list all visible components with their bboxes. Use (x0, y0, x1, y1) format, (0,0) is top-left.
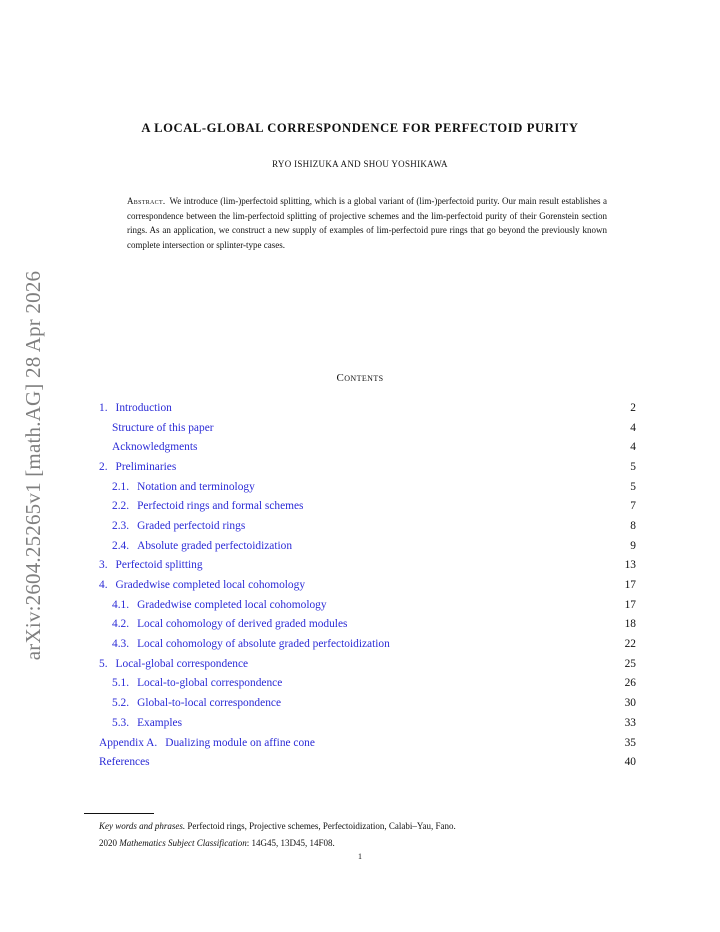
msc-year: 2020 (99, 838, 117, 848)
toc-entry-page: 22 (624, 638, 636, 651)
toc-entry-title: Perfectoid rings and formal schemes (137, 500, 304, 513)
toc-entry-number: 5. (99, 657, 108, 670)
toc-entry-title: Notation and terminology (137, 480, 255, 493)
toc-entry-number: 3. (99, 559, 108, 572)
toc-entry-title: Gradedwise completed local cohomology (137, 598, 327, 611)
toc-entry-page: 5 (630, 480, 636, 493)
toc-entry-page: 33 (624, 716, 636, 729)
arxiv-identifier-stamp (14, 240, 54, 690)
toc-entry-number: 4. (99, 579, 108, 592)
toc-row-structure[interactable] (99, 418, 636, 438)
toc-row-5-3[interactable] (99, 713, 636, 733)
toc-entry-title: Local cohomology of derived graded modules (137, 618, 348, 631)
footnote-rule (84, 813, 154, 814)
toc-entry-title: Perfectoid splitting (115, 559, 203, 572)
toc-entry-page: 9 (630, 539, 636, 552)
toc-entry-title: Introduction (115, 401, 172, 414)
toc-entry-page: 26 (624, 677, 636, 690)
toc-row-2-3[interactable] (99, 516, 636, 536)
toc-entry-title: Global-to-local correspondence (137, 697, 281, 710)
abstract (127, 194, 607, 253)
footnote-msc (99, 838, 639, 848)
toc-entry-page: 5 (630, 460, 636, 473)
toc-entry-page: 18 (624, 618, 636, 631)
msc-codes: : 14G45, 13D45, 14F08. (246, 838, 335, 848)
toc-entry-page: 25 (624, 657, 636, 670)
toc-entry-page: 4 (630, 421, 636, 434)
toc-entry-page: 17 (624, 598, 636, 611)
toc-row-introduction[interactable] (99, 398, 636, 418)
toc-row-5-2[interactable] (99, 693, 636, 713)
toc-row-5[interactable] (99, 654, 636, 674)
toc-entry-number: 4.3. (112, 638, 130, 651)
toc-row-3[interactable] (99, 556, 636, 576)
abstract-heading: Abstract. (127, 196, 166, 206)
toc-entry-page: 7 (630, 500, 636, 513)
toc-entry-title: Local-to-global correspondence (137, 677, 283, 690)
toc-entry-title: Preliminaries (115, 460, 177, 473)
abstract-text: We introduce (lim-)perfectoid splitting, which is a global variant of (lim-)perfectoid purity. Our main result establishes a correspondence between the lim-perfectoid splitting of projective schemes and the lim-perfectoid purity of their Gorenstein section rings. As an application, we construct a new supply of examples of lim-perfectoid pure rings that go beyond the previously known complete intersection or splinter-type cases. (127, 196, 607, 251)
toc-entry-number: 4.2. (112, 618, 130, 631)
toc-entry-number: 2.3. (112, 519, 130, 532)
toc-entry-page: 8 (630, 519, 636, 532)
toc-entry-page: 2 (630, 401, 636, 414)
keywords-text: Perfectoid rings, Projective schemes, Perfectoidization, Calabi–Yau, Fano. (187, 821, 456, 831)
paper-authors: RYO ISHIZUKA AND SHOU YOSHIKAWA (272, 159, 448, 169)
arxiv-identifier: arXiv:2604.25265v1 [math.AG] 28 Apr 2026 (21, 270, 46, 660)
toc-entry-page: 13 (624, 559, 636, 572)
toc-entry-number: 1. (99, 401, 108, 414)
toc-entry-number: 2.2. (112, 500, 130, 513)
toc-entry-page: 4 (630, 441, 636, 454)
toc-entry-title: Structure of this paper (112, 421, 214, 434)
toc-entry-title: Gradedwise completed local cohomology (115, 579, 306, 592)
toc-row-acknowledgments[interactable] (99, 437, 636, 457)
toc-row-2-2[interactable] (99, 496, 636, 516)
toc-row-4[interactable] (99, 575, 636, 595)
toc-entry-title: Graded perfectoid rings (137, 519, 246, 532)
table-of-contents (99, 398, 636, 772)
footnote-keywords (99, 821, 639, 831)
toc-entry-title: References (99, 756, 150, 769)
toc-entry-page: 17 (624, 579, 636, 592)
toc-entry-number: 5.1. (112, 677, 130, 690)
toc-entry-title: Local-global correspondence (115, 657, 249, 670)
toc-row-preliminaries[interactable] (99, 457, 636, 477)
keywords-label: Key words and phrases. (99, 821, 186, 831)
toc-entry-number: 5.2. (112, 697, 130, 710)
toc-row-references[interactable] (99, 752, 636, 772)
toc-entry-number: 2.1. (112, 480, 130, 493)
toc-row-2-1[interactable] (99, 477, 636, 497)
toc-entry-title: Local cohomology of absolute graded perfectoidization (137, 638, 390, 651)
toc-row-4-3[interactable] (99, 634, 636, 654)
paper-title: A LOCAL-GLOBAL CORRESPONDENCE FOR PERFECTOID PURITY (141, 121, 579, 135)
toc-entry-page: 30 (624, 697, 636, 710)
toc-entry-page: 35 (624, 736, 636, 749)
toc-row-4-1[interactable] (99, 595, 636, 615)
contents-heading: Contents (336, 372, 384, 384)
toc-entry-number: 2.4. (112, 539, 130, 552)
toc-entry-number: Appendix A. (99, 736, 158, 749)
toc-entry-number: 2. (99, 460, 108, 473)
toc-row-appendix-a[interactable] (99, 733, 636, 753)
toc-entry-number: 4.1. (112, 598, 130, 611)
toc-entry-title: Dualizing module on affine cone (165, 736, 315, 749)
msc-label: Mathematics Subject Classification (119, 838, 247, 848)
page-number: 1 (358, 852, 362, 861)
toc-entry-number: 5.3. (112, 716, 130, 729)
toc-row-4-2[interactable] (99, 615, 636, 635)
toc-row-2-4[interactable] (99, 536, 636, 556)
toc-entry-title: Absolute graded perfectoidization (137, 539, 293, 552)
toc-entry-title: Acknowledgments (112, 441, 198, 454)
toc-entry-title: Examples (137, 716, 183, 729)
toc-row-5-1[interactable] (99, 674, 636, 694)
toc-entry-page: 40 (624, 756, 636, 769)
